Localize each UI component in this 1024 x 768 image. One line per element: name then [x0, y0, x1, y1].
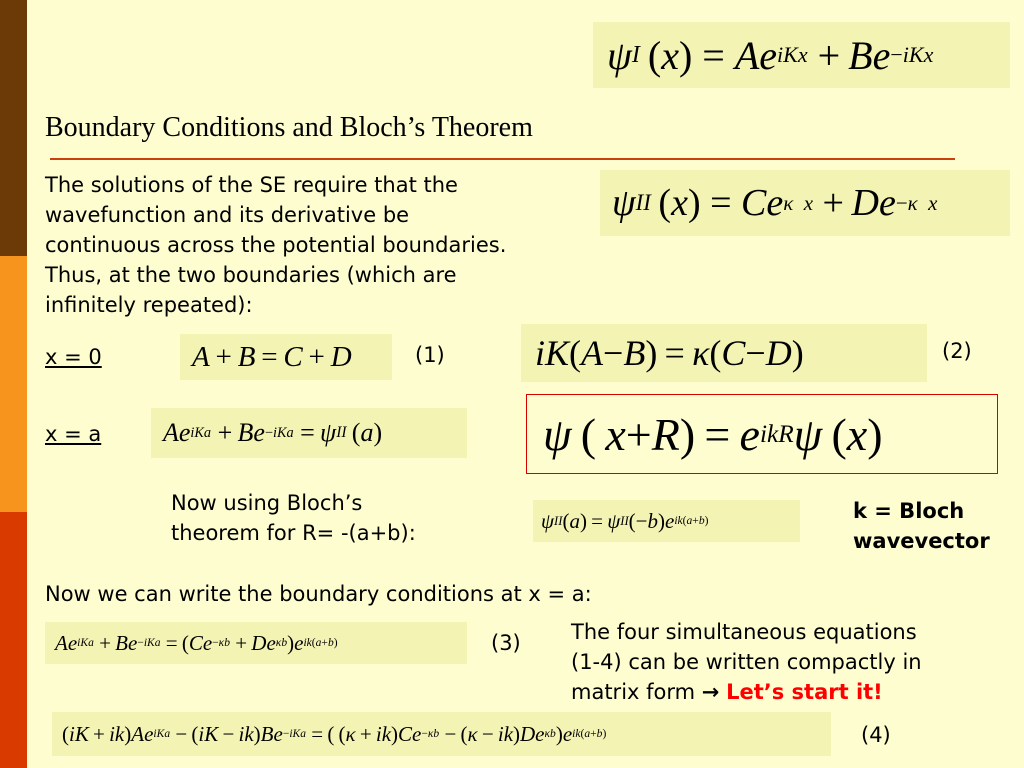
- equation-one-number: (1): [415, 343, 445, 367]
- equation-two: iK ( A − B ) = κ ( C − D ): [521, 324, 927, 382]
- intro-line: infinitely repeated):: [45, 293, 253, 317]
- arrow-right-icon: →: [701, 680, 720, 704]
- equation-one: A + B = C + D: [180, 334, 392, 380]
- intro-line: The solutions of the SE require that the: [45, 173, 458, 197]
- boundary-conditions-intro: Now we can write the boundary conditions at x = a:: [45, 582, 592, 606]
- k-note-line: k = Bloch: [853, 499, 965, 523]
- equation-psi-one: ψ I ( x ) = Ae iKx + Be −iKx: [593, 22, 1010, 88]
- equation-psi-two: ψ II ( x ) = Ce κ x + De −κ x: [600, 170, 1010, 236]
- bloch-line: theorem for R= -(a+b):: [171, 521, 416, 545]
- equation-three-number: (3): [491, 631, 521, 655]
- equation-four: ( iK + ik ) Ae iKa − ( iK − ik ) Be −iKa = ( ( κ + ik ) Ce −κb − ( κ − ik ) De κb ) e ik(a+b): [52, 712, 831, 756]
- page-title: Boundary Conditions and Bloch’s Theorem: [45, 112, 533, 143]
- k-wavevector-note: [853, 496, 990, 556]
- strip-segment-brown: [0, 0, 27, 256]
- title-underline: [50, 158, 955, 160]
- matrix-form-note: [571, 617, 922, 707]
- equation-four-number: (4): [861, 723, 891, 747]
- strip-segment-red: [0, 512, 27, 768]
- intro-line: wavefunction and its derivative be: [45, 203, 410, 227]
- intro-line: continuous across the potential boundaries.: [45, 233, 507, 257]
- start-cta: Let’s start it!: [726, 680, 883, 704]
- matrix-note-line: The four simultaneous equations: [571, 620, 917, 644]
- equation-two-number: (2): [942, 339, 972, 363]
- left-decorative-strip: [0, 0, 27, 768]
- equation-boundary-xa: Ae iKa + Be −iKa = ψ II ( a ): [151, 408, 467, 458]
- equation-three: Ae iKa + Be −iKa = ( Ce −κb + De κb ) e ik(a+b): [45, 622, 467, 664]
- condition-x0-label: x = 0: [45, 345, 102, 369]
- matrix-note-line: (1-4) can be written compactly in: [571, 650, 922, 674]
- condition-xa-label: x = a: [45, 422, 102, 446]
- bloch-line: Now using Bloch’s: [171, 491, 363, 515]
- strip-segment-orange: [0, 256, 27, 512]
- intro-line: Thus, at the two boundaries (which are: [45, 263, 457, 287]
- k-note-line: wavevector: [853, 529, 990, 553]
- bloch-theorem-equation: ψ ( x + R ) = e ikR ψ ( x ): [526, 394, 998, 474]
- matrix-note-line: [571, 677, 922, 707]
- equation-bloch-applied: ψ II ( a ) = ψ II ( − b ) e ik(a+b): [533, 500, 800, 542]
- bloch-explanation: [171, 488, 416, 548]
- matrix-form-label: matrix form: [571, 680, 696, 704]
- intro-paragraph: [45, 170, 506, 320]
